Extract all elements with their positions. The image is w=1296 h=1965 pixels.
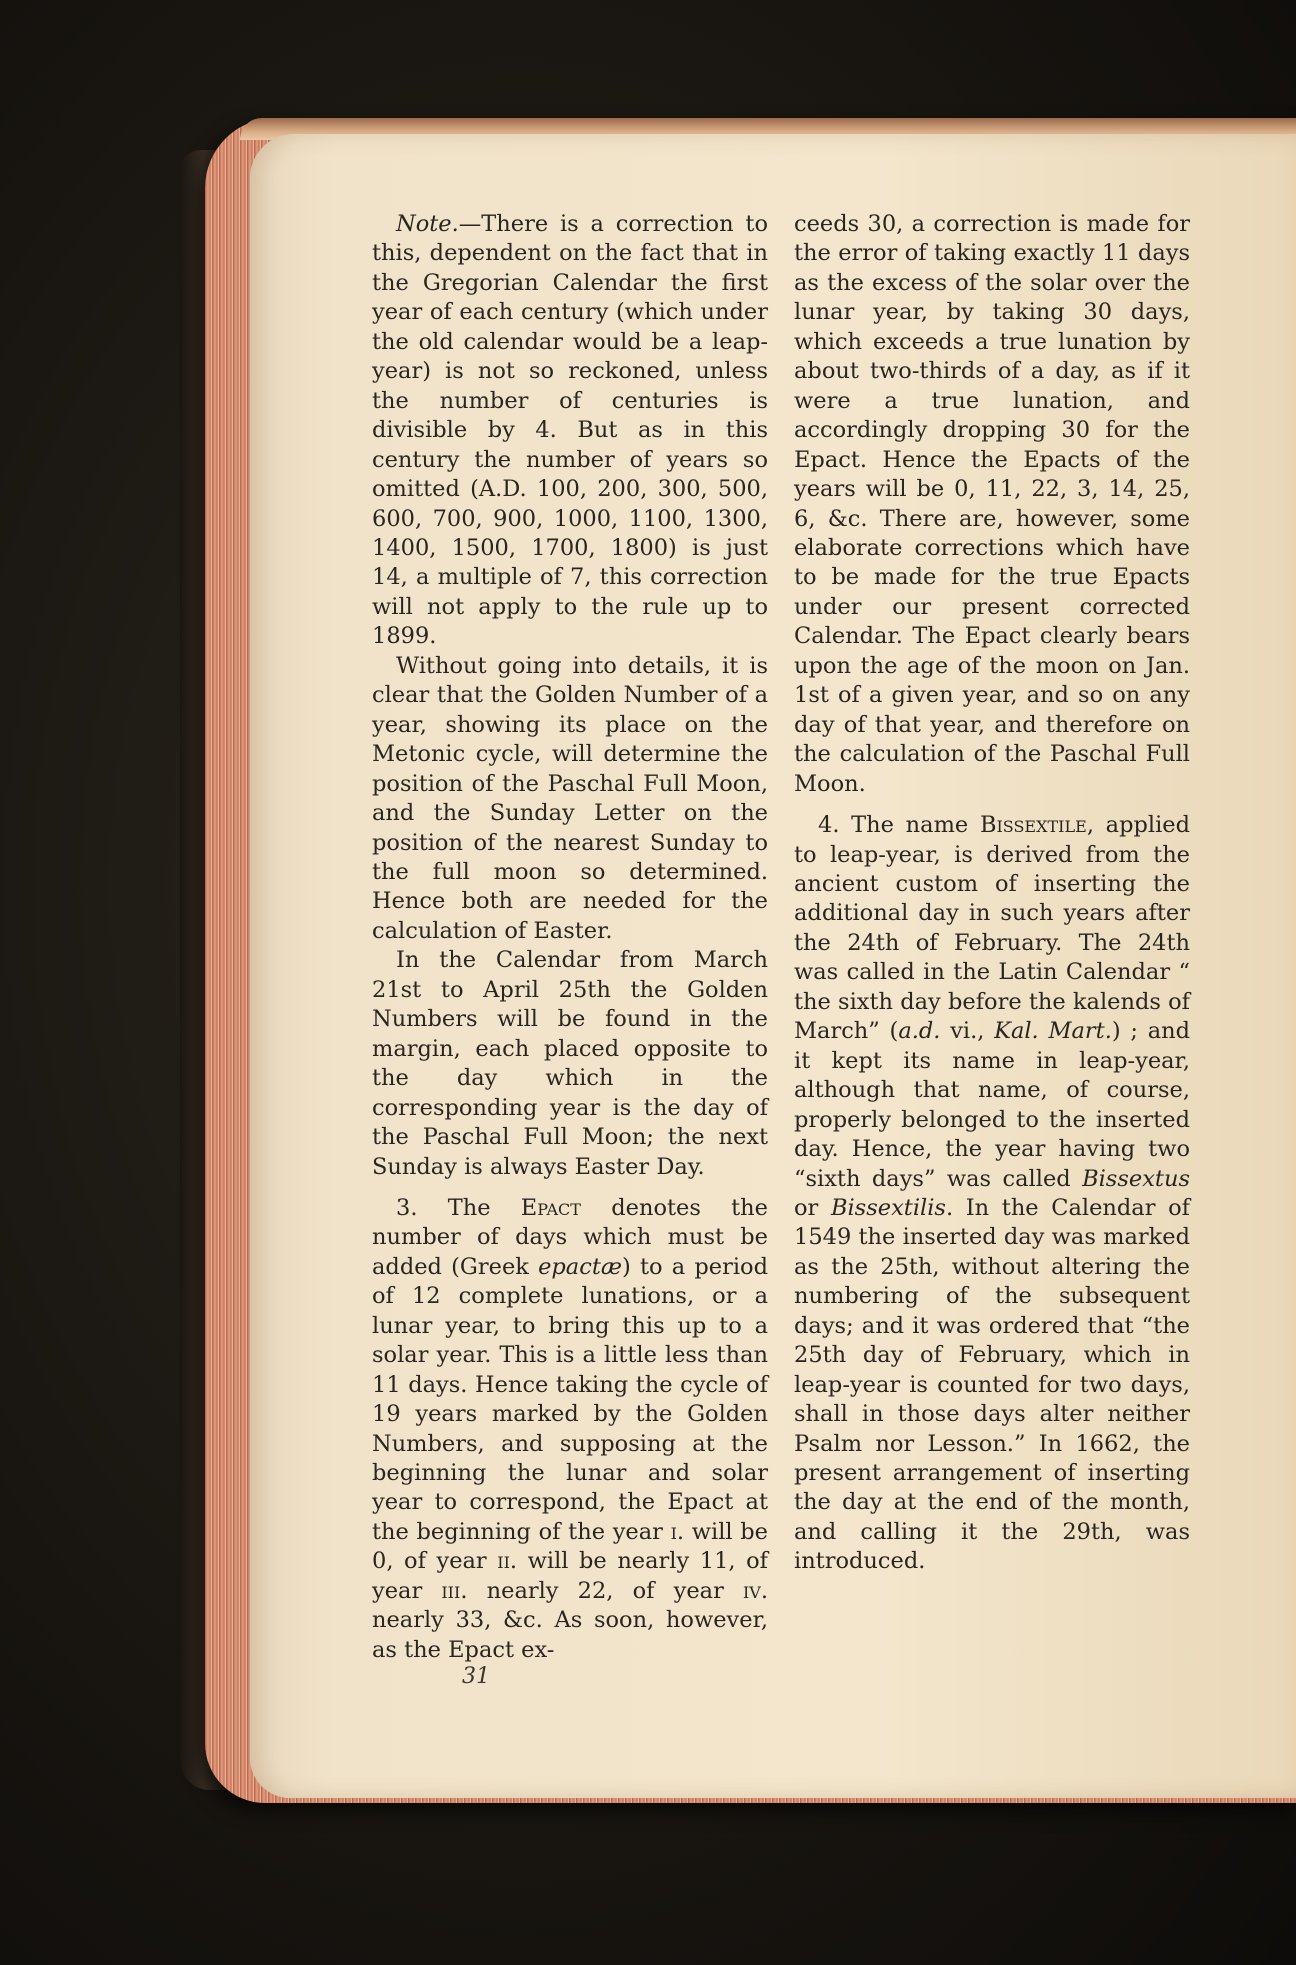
greek-term: epactæ	[538, 1253, 623, 1280]
note-text: —There is a correction to this, dependent on the fact that in the Gregorian Calendar the first year of each century (which under the old calendar would be a leap-year) is not so reckoned, unless the number of centuries is divisible by 4. But as in this century the number of years so omitted (	[372, 211, 768, 503]
note-text-end: 100, 200, 300, 500, 600, 700, 900, 1000, 1100, 1300, 1400, 1500, 1700, 1800) is just 14, a multiple of 7, this correction will not apply to the rule up to 1899.	[372, 476, 768, 650]
ante-diem: a.d.	[898, 1018, 941, 1045]
paragraph-golden-number: Without going into details, it is clear that the Golden Number of a year, showing its place on the Metonic cycle, will determine the position of the Paschal Full Moon, and the Sunday Letter on the position of the nearest Sunday to the full moon so determined. Hence both are needed for the calculation of Easter.	[372, 652, 768, 944]
paragraph-epact	[372, 1194, 768, 1665]
section-number: 3. The	[396, 1194, 521, 1221]
epact-text-e: nearly 22, of year	[467, 1577, 743, 1604]
epact-text-a: denotes the number of days which must be added (Greek	[372, 1194, 768, 1280]
kalends-march: Kal. Mart.	[994, 1018, 1112, 1045]
right-column	[794, 210, 1190, 1577]
paragraph-epact-continued: ceeds 30, a correction is made for the error of taking exactly 11 days as the excess of the solar over the lunar year, by taking 30 days, which exceeds a true lunation by about two-thirds of a day, as if it were a true lunation, and accordingly dropping 30 for the Epact. Hence the Epacts of the years will be 0, 11, 22, 3, 14, 25, 6, &c. There are, however, some elaborate corrections which have to be made for the true Epacts under our present corrected Calendar. The Epact clearly bears upon the age of the moon on Jan. 1st of a given year, and so on any day of that year, and therefore on the calculation of the Paschal Full Moon.	[794, 211, 1190, 797]
paragraph-calendar: In the Calendar from March 21st to April 25th the Golden Numbers will be found in the margin, each placed opposite to the day which in the corresponding year is the day of the Paschal Full Moon; the next Sunday is always Easter Day.	[372, 947, 768, 1180]
year-numeral: iii.	[441, 1577, 468, 1604]
left-column	[372, 210, 768, 1665]
section-number: 4. The name	[818, 812, 980, 839]
term-epact: Epact	[520, 1194, 581, 1221]
term-bissextilis: Bissextilis	[830, 1194, 946, 1221]
term-bissextus: Bissextus	[1082, 1165, 1190, 1192]
year-numeral: iv.	[742, 1577, 768, 1604]
term-bissextile: Bissextile	[979, 812, 1087, 839]
paragraph-note	[372, 210, 768, 652]
bissextile-text-vi: vi.,	[940, 1018, 995, 1045]
epact-text-c: will be 0, of year	[372, 1518, 768, 1575]
bissextile-text-or: or	[794, 1194, 831, 1221]
bissextile-text-c: . In the Calendar of 1549 the inserted day was marked as the 25th, without altering the numbering of the subsequent days; and it was ordered that “the 25th day of February, which in leap-year is counted for two days, shall in those days alter neither Psalm nor Lesson.” In 1662, the present arrangement of inserting the day at the end of the month, and calling it the 29th, was introduced.	[794, 1194, 1190, 1575]
note-label: Note.	[396, 211, 459, 237]
bissextile-text-b: ) ; and it kept its name in leap-year, although that name, of course, properly belonged to the inserted day. Hence, the year having two “sixth days” was called	[794, 1018, 1190, 1192]
year-numeral: i.	[670, 1518, 685, 1545]
bissextile-text-a: , applied to leap-year, is derived from the ancient custom of inserting the additional day in such years after the 24th of February. The 24th was called in the Latin Calendar “ the sixth day before the kalends of March” (	[794, 812, 1190, 1045]
year-numeral: ii.	[497, 1548, 518, 1575]
page-number: 31	[462, 1664, 490, 1689]
epact-text-f: nearly 33, &c. As soon, however, as the Epact ex-	[372, 1607, 768, 1663]
epact-text-b: ) to a period of 12 complete lunations, or a lunar year, to bring this up to a solar year. This is a little less than 11 days. Hence taking the cycle of 19 years marked by the Golden Numbers, and supposing at the beginning the lunar and solar year to correspond, the Epact at the beginning of the year	[372, 1253, 768, 1545]
epact-text-d: will be nearly 11, of year	[372, 1548, 768, 1604]
paragraph-bissextile	[794, 811, 1190, 1577]
anno-domini: A.D.	[478, 476, 527, 503]
